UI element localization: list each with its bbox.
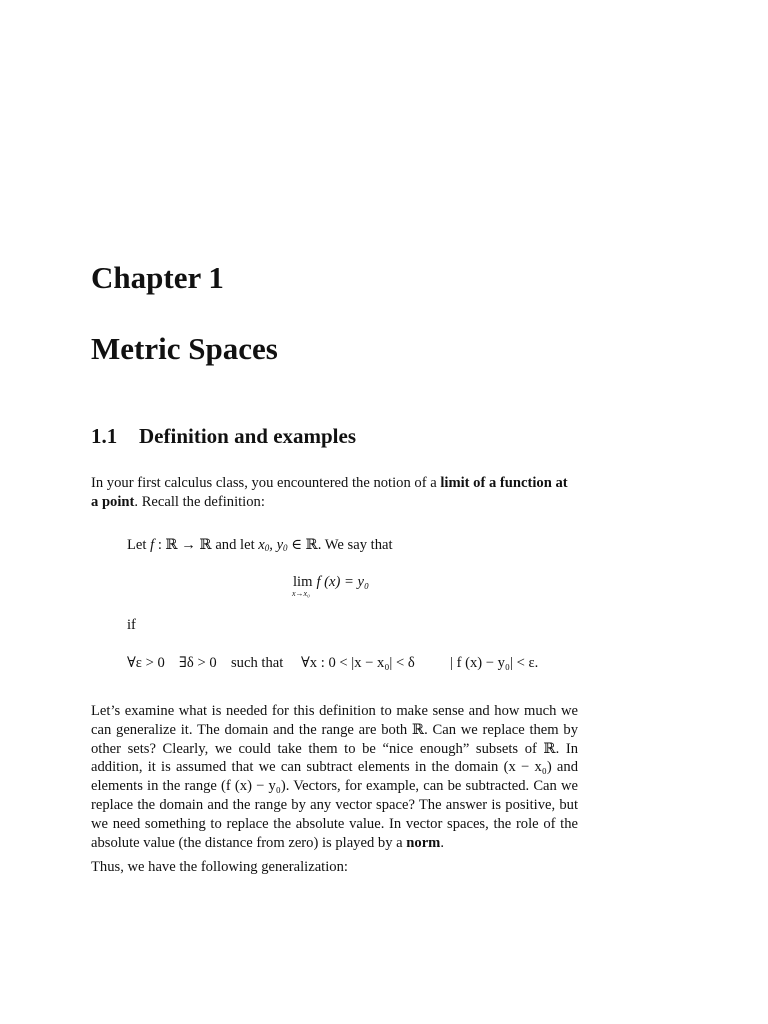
definition-text: Let: [127, 537, 151, 553]
definition-intro-line: [127, 536, 393, 554]
such-that-text: such that: [231, 655, 284, 671]
quantifier-epsilon: ∀ε > 0: [127, 655, 165, 671]
intro-text-before: In your first calculus class, you encountered the notion of a: [91, 475, 441, 491]
chapter-label: Chapter 1: [91, 260, 224, 295]
limit-expression: [292, 574, 370, 598]
definition-text: ∈ ℝ. We say that: [287, 537, 393, 553]
section-title: Definition and examples: [139, 424, 357, 448]
intro-paragraph: [91, 474, 578, 512]
limit-rhs: f (x) = y₀: [316, 574, 370, 590]
limit-operator: [292, 574, 313, 598]
definition-quantifier-line: [127, 654, 538, 672]
limit-subscript: x→x₀: [292, 589, 310, 598]
limit-word: lim: [293, 574, 313, 590]
chapter-title: Metric Spaces: [91, 331, 278, 366]
discussion-bold-term: norm: [406, 834, 441, 851]
definition-if: if: [127, 617, 136, 633]
discussion-paragraph: [91, 702, 578, 852]
section-heading: [91, 424, 356, 449]
quantifier-delta: ∃δ > 0: [179, 655, 217, 671]
quantifier-forall-x: ∀x : 0 < |x − x₀| < δ: [301, 655, 415, 671]
discussion-text-end: .: [440, 834, 444, 851]
discussion-text: Let’s examine what is needed for this definition to make sense and how much we can generalize it. The domain and the range are both ℝ. Can we replace them by other sets? Clearly, we could take them to be “nice enough” subsets of ℝ. In addition, it is assumed that we can subtract elements in the domain (x − x₀) and elements in the range (f (x) − y₀). Vectors, for example, can be subtracted. Can we replace the domain and the range by any vector space? The answer is positive, but we need something to replace the absolute value. In vector spaces, the role of the absolute value (the distance from zero) is played by a: [91, 703, 578, 851]
section-number: 1.1: [91, 424, 118, 448]
definition-conclusion: | f (x) − y₀| < ε.: [450, 655, 539, 671]
definition-points: $x_0$, $y_0$: [258, 537, 288, 553]
intro-bold-term: limit of a function at a point: [91, 475, 568, 510]
intro-text-after: . Recall the definition:: [134, 493, 265, 510]
definition-function-symbol: f: [150, 537, 155, 553]
closing-sentence: Thus, we have the following generalization:: [91, 859, 348, 875]
definition-text: : ℝ → ℝ and let: [154, 537, 259, 553]
